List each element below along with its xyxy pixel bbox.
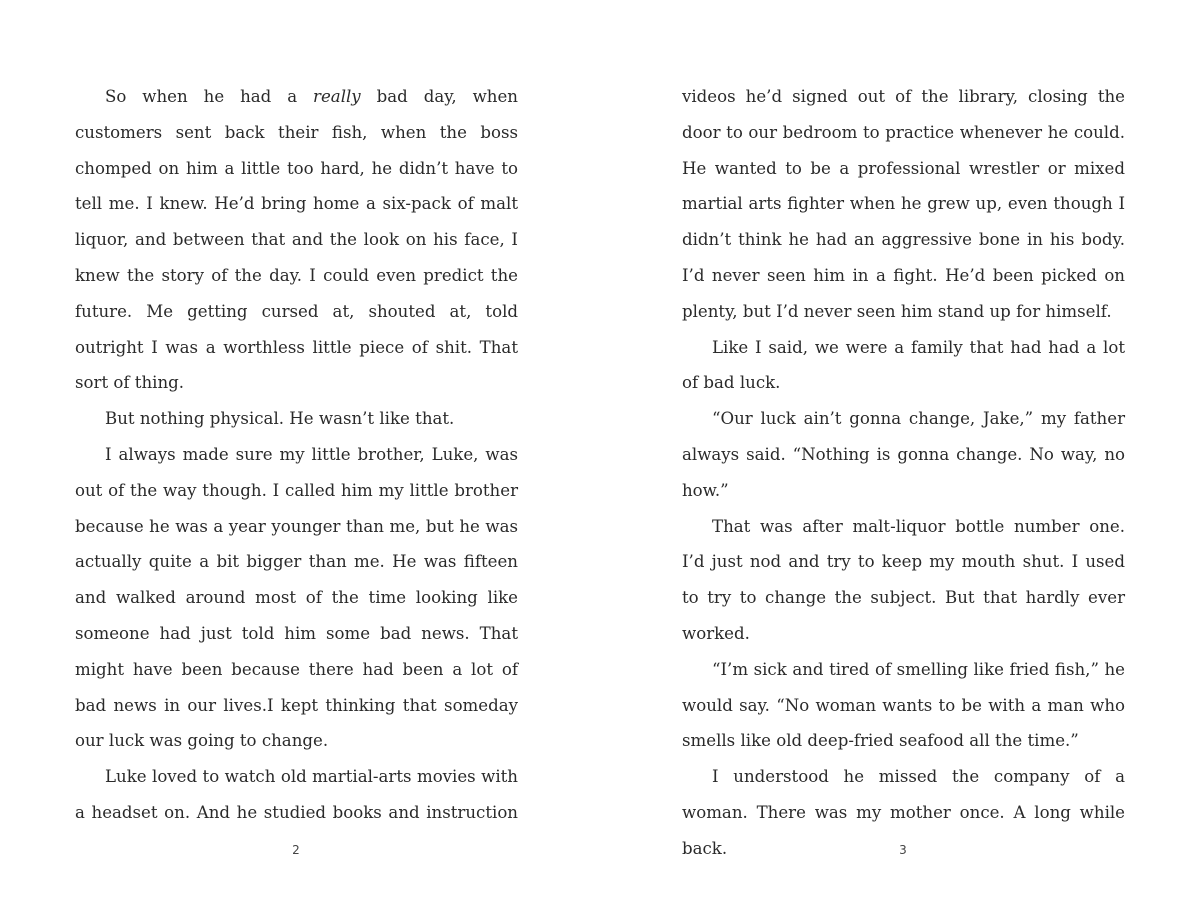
paragraph: Luke loved to watch old martial-arts movies with a headset on. And he studied books and instruction — [75, 767, 518, 822]
paragraph-text: bad day, when customers sent back their fish, when the boss chomped on him a little too hard, he didn’t have to tell me. I knew. He’d bring home a six-pack of malt liquor, and between that and the look on his face, I knew the story of the day. I could even predict the future. Me getting cursed at, shouted at, told outright I was a worthless little piece of shit. That sort of thing. — [75, 87, 518, 393]
right-page-text — [682, 79, 1125, 867]
paragraph-text: So when he had a — [105, 87, 314, 106]
paragraph: But nothing physical. He wasn’t like that. — [105, 409, 455, 429]
paragraph: That was after malt-liquor bottle number one. I’d just nod and try to keep my mouth shut. I used to try to change the subject. But that hardly ever worked. — [682, 516, 1125, 643]
paragraph: “Our luck ain’t gonna change, Jake,” my father always said. “Nothing is gonna change. No way, no how.” — [682, 409, 1125, 500]
page-number: 3 — [899, 843, 907, 857]
right-page — [600, 0, 1200, 900]
left-page-text — [75, 79, 518, 831]
page-number: 2 — [292, 843, 300, 857]
emphasized-text: really — [313, 87, 361, 106]
paragraph: videos he’d signed out of the library, closing the door to our bedroom to practice whenever he could. He wanted to be a professional wrestler or mixed martial arts fighter when he grew up, even though I didn’t think he had an aggressive bone in his body. I’d never seen him in a fight. He’d been picked on plenty, but I’d never seen him stand up for himself. — [682, 87, 1125, 321]
paragraph: I always made sure my little brother, Luke, was out of the way though. I called him my little brother because he was a year younger than me, but he was actually quite a bit bigger than me. He was fifteen and walked around most of the time looking like someone had just told him some bad news. That might have been because there had been a lot of bad news in our lives.I kept thinking that someday our luck was going to change. — [75, 444, 518, 751]
paragraph: I understood he missed the company of a woman. There was my mother once. A long while back. — [682, 767, 1125, 858]
paragraph — [75, 79, 518, 401]
paragraph: Like I said, we were a family that had had a lot of bad luck. — [682, 337, 1125, 393]
paragraph: “I’m sick and tired of smelling like fried fish,” he would say. “No woman wants to be with a man who smells like old deep-fried seafood all the time.” — [682, 659, 1125, 751]
